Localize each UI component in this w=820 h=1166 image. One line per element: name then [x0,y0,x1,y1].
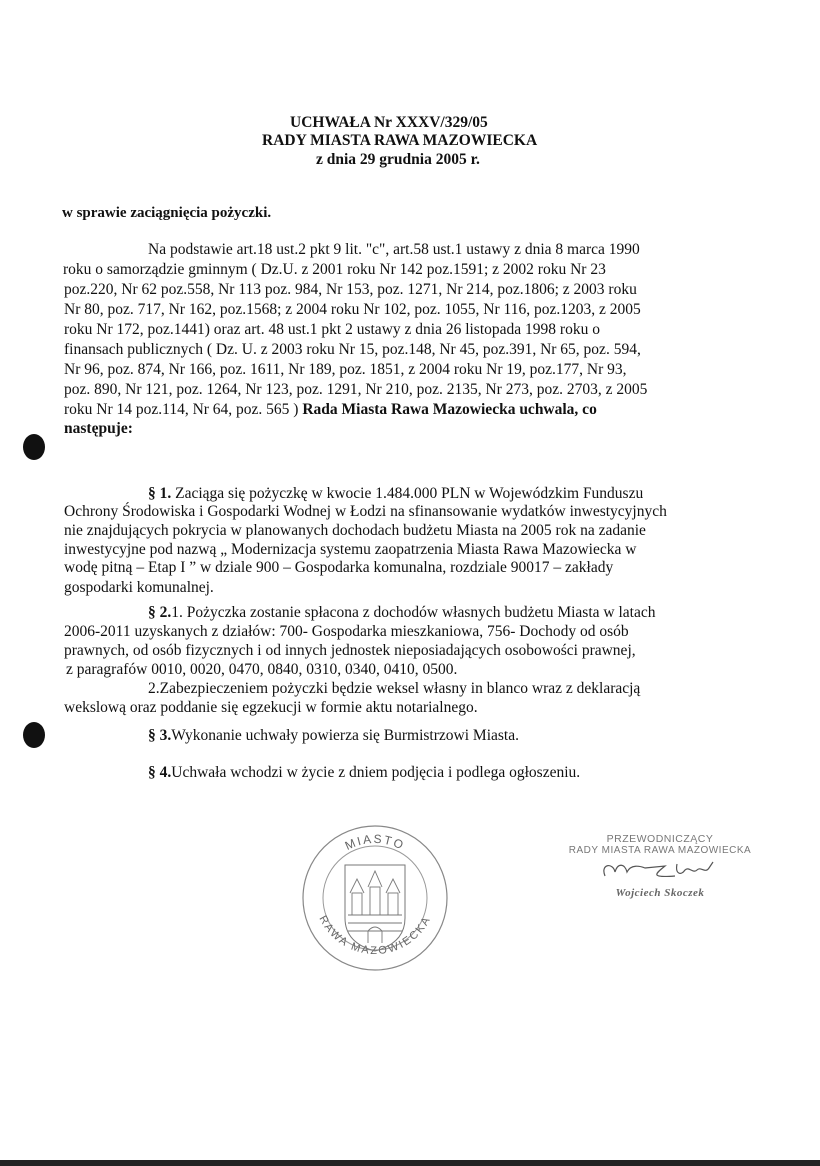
preamble-line: poz.220, Nr 62 poz.558, Nr 113 poz. 984, Nr 153, poz. 1271, Nr 214, poz.1806; z 2003 roku [64,281,637,298]
paragraph-line [148,604,655,622]
punch-hole [23,722,45,748]
resolution-subject: w sprawie zaciągnięcia pożyczki. [62,205,272,221]
paragraph-text: 1. Pożyczka zostanie spłacona z dochodów własnych budżetu Miasta w latach [171,604,656,621]
signature-role: PRZEWODNICZĄCY [606,833,714,845]
resolution-title: UCHWAŁA Nr XXXV/329/05 [290,114,488,131]
svg-text:MIASTO: MIASTO [342,831,408,853]
preamble-line: finansach publicznych ( Dz. U. z 2003 roku Nr 15, poz.148, Nr 45, poz.391, Nr 65, poz. 594, [64,341,641,358]
paragraph-line [148,485,643,503]
signature-body: RADY MIASTA RAWA MAZOWIECKA [568,845,752,856]
preamble-line: roku Nr 172, poz.1441) oraz art. 48 ust.1 pkt 2 ustawy z dnia 26 listopada 1998 roku o [64,321,600,338]
paragraph-text: Wykonanie uchwały powierza się Burmistrzowi Miasta. [171,727,519,744]
signature-block [560,833,760,899]
paragraph-mark: § 1. [148,485,172,502]
paragraph-line: 2006-2011 uzyskanych z działów: 700- Gospodarka mieszkaniowa, 756- Dochody od osób [64,623,629,640]
preamble-line: Nr 96, poz. 874, Nr 166, poz. 1611, Nr 189, poz. 1851, z 2004 roku Nr 19, poz.177, Nr 93, [64,361,627,378]
preamble-line [64,420,133,438]
svg-text:RAWA MAZOWIECKA: RAWA MAZOWIECKA [316,913,434,958]
paragraph-line: z paragrafów 0010, 0020, 0470, 0840, 0310, 0340, 0410, 0500. [66,661,458,678]
paragraph-text: Zaciąga się pożyczkę w kwocie 1.484.000 PLN w Wojewódzkim Funduszu [175,485,644,502]
paragraph-line: prawnych, od osób fizycznych i od innych jednostek nieposiadających osobowości prawnej, [64,642,636,659]
paragraph-3 [148,727,519,745]
preamble-bold-last: następuje: [64,420,133,437]
paragraph-line: gospodarki komunalnej. [64,579,214,596]
resolution-date: z dnia 29 grudnia 2005 r. [316,151,480,168]
resolution-issuer: RADY MIASTA RAWA MAZOWIECKA [262,132,538,149]
signature-name: Wojciech Skoczek [615,887,705,899]
paragraph-line: 2.Zabezpieczeniem pożyczki będzie weksel własny in blanco wraz z deklaracją [148,680,641,697]
preamble-line: Na podstawie art.18 ust.2 pkt 9 lit. "c", art.58 ust.1 ustawy z dnia 8 marca 1990 [148,241,640,258]
scan-edge [0,1160,820,1166]
preamble-line [64,401,597,419]
paragraph-line: inwestycyjne pod nazwą „ Modernizacja systemu zaopatrzenia Miasta Rawa Mazowiecka w [64,541,637,558]
paragraph-mark: § 2. [148,604,172,621]
handwritten-signature [585,856,735,882]
city-seal-stamp [300,823,450,973]
paragraph-text: Uchwała wchodzi w życie z dniem podjęcia i podlega ogłoszeniu. [171,764,581,781]
preamble-bold: Rada Miasta Rawa Mazowiecka uchwala, co [302,401,597,418]
paragraph-mark: § 3. [148,727,172,744]
preamble-line: poz. 890, Nr 121, poz. 1264, Nr 123, poz. 1291, Nr 210, poz. 2135, Nr 273, poz. 2703, z 2005 [64,381,648,398]
paragraph-line: Ochrony Środowiska i Gospodarki Wodnej w Łodzi na sfinansowanie wydatków inwestycyjnych [64,503,667,520]
paragraph-mark: § 4. [148,764,172,781]
paragraph-4 [148,764,580,782]
preamble-text: roku Nr 14 poz.114, Nr 64, poz. 565 ) [64,401,299,418]
paragraph-line: wodę pitną – Etap I ” w dziale 900 – Gospodarka komunalna, rozdziale 90017 – zakłady [64,559,614,576]
preamble-line: roku o samorządzie gminnym ( Dz.U. z 2001 roku Nr 142 poz.1591; z 2002 roku Nr 23 [63,261,606,278]
paragraph-line: wekslową oraz poddanie się egzekucji w formie aktu notarialnego. [64,699,478,716]
preamble-line: Nr 80, poz. 717, Nr 162, poz.1568; z 2004 roku Nr 102, poz. 1055, Nr 116, poz.1203, z 2005 [64,301,641,318]
punch-hole [23,434,45,460]
paragraph-line: nie znajdujących pokrycia w planowanych dochodach budżetu Miasta na 2005 rok na zadanie [64,522,646,539]
